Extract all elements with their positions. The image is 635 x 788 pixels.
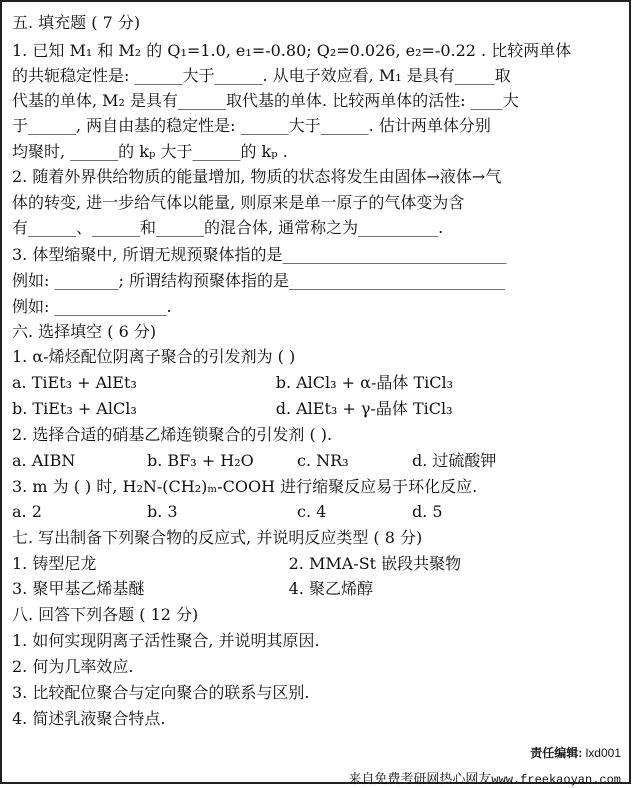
polymer-row xyxy=(12,578,619,600)
section-7-title: 七. 写出制备下列聚合物的反应式, 并说明反应类型 ( 8 分) xyxy=(12,528,423,547)
option-a: a. 2 xyxy=(12,502,42,521)
polymer-item: 3. 聚甲基乙烯基醚 xyxy=(12,579,145,598)
text-line: 例如: ______________. xyxy=(12,297,172,316)
text-line: 有______、______和______的混合体, 通常称之为__________. xyxy=(12,218,444,237)
polymer-item: 2. MMA-St 嵌段共聚物 xyxy=(288,554,462,573)
section-8-title: 八. 回答下列各题 ( 12 分) xyxy=(12,605,199,624)
section-5-title: 五. 填充题 ( 7 分) xyxy=(12,13,141,32)
source-credit xyxy=(348,768,621,787)
question-8-4: 4. 简述乳液聚合特点. xyxy=(12,709,166,728)
question-6-3: 3. m 为 ( ) 时, H₂N-(CH₂)ₘ-COOH 进行缩聚反应易于环化反应. xyxy=(12,477,478,496)
options-row xyxy=(12,501,619,523)
text-line: 的共轭稳定性是: ______大于______. 从电子效应看, M₁ 是具有_____取 xyxy=(12,66,511,85)
option-b: b. AlCl₃ + α-晶体 TiCl₃ xyxy=(275,373,454,392)
option-d: d. 5 xyxy=(412,502,443,521)
editor-label: 责任编辑: xyxy=(530,746,583,760)
section-6-title: 六. 选择填空 ( 6 分) xyxy=(12,322,157,341)
text-line: 于______, 两自由基的稳定性是: ______大于______. 估计两单体分别 xyxy=(12,116,491,135)
editor-credit xyxy=(530,744,621,761)
text-line: 例如: ________; 所谓结构预聚体指的是___________________________ xyxy=(12,271,505,290)
options-row xyxy=(12,450,619,472)
question-6-2: 2. 选择合适的硝基乙烯连锁聚合的引发剂 ( ). xyxy=(12,425,333,444)
option-c: c. 4 xyxy=(297,502,327,521)
text-line: 代基的单体, M₂ 是具有______取代基的单体. 比较两单体的活性: ____大 xyxy=(12,91,519,110)
option-b: b. BF₃ + H₂O xyxy=(147,451,254,470)
options-row xyxy=(12,372,619,394)
text-line: 1. 已知 M₁ 和 M₂ 的 Q₁=1.0, e₁=-0.80; Q₂=0.026, e₂=-0.22 . 比较两单体 xyxy=(12,41,572,60)
polymer-row xyxy=(12,553,619,575)
option-a: a. TiEt₃ + AlEt₃ xyxy=(12,373,137,392)
option-b: b. 3 xyxy=(147,502,178,521)
option-a: a. AIBN xyxy=(12,451,76,470)
options-row xyxy=(12,398,619,420)
text-line: 3. 体型缩聚中, 所谓无规预聚体指的是____________________________ xyxy=(12,245,507,264)
polymer-item: 4. 聚乙烯醇 xyxy=(288,579,373,598)
option-c: b. TiEt₃ + AlCl₃ xyxy=(12,399,137,418)
option-d: d. 过硫酸钾 xyxy=(412,451,497,470)
editor-name: lxd001 xyxy=(585,746,621,760)
question-6-1: 1. α-烯烃配位阴离子聚合的引发剂为 ( ) xyxy=(12,347,296,366)
question-8-1: 1. 如何实现阴离子活性聚合, 并说明其原因. xyxy=(12,631,320,650)
polymer-item: 1. 铸型尼龙 xyxy=(12,554,97,573)
source-text: 来自免费考研网热心网友 xyxy=(348,771,492,786)
question-8-3: 3. 比较配位聚合与定向聚合的联系与区别. xyxy=(12,683,310,702)
option-d: d. AlEt₃ + γ-晶体 TiCl₃ xyxy=(275,399,453,418)
question-8-2: 2. 何为几率效应. xyxy=(12,657,134,676)
text-line: 体的转变, 进一步给气体以能量, 则原来是单一原子的气体变为含 xyxy=(12,193,465,212)
source-link[interactable]: www.freekaoyan.com xyxy=(491,773,621,787)
option-c: c. NR₃ xyxy=(297,451,349,470)
text-line: 均聚时, ______的 kₚ 大于______的 kₚ . xyxy=(12,142,288,161)
text-line: 2. 随着外界供给物质的能量增加, 物质的状态将发生由固体→液体→气 xyxy=(12,167,502,186)
